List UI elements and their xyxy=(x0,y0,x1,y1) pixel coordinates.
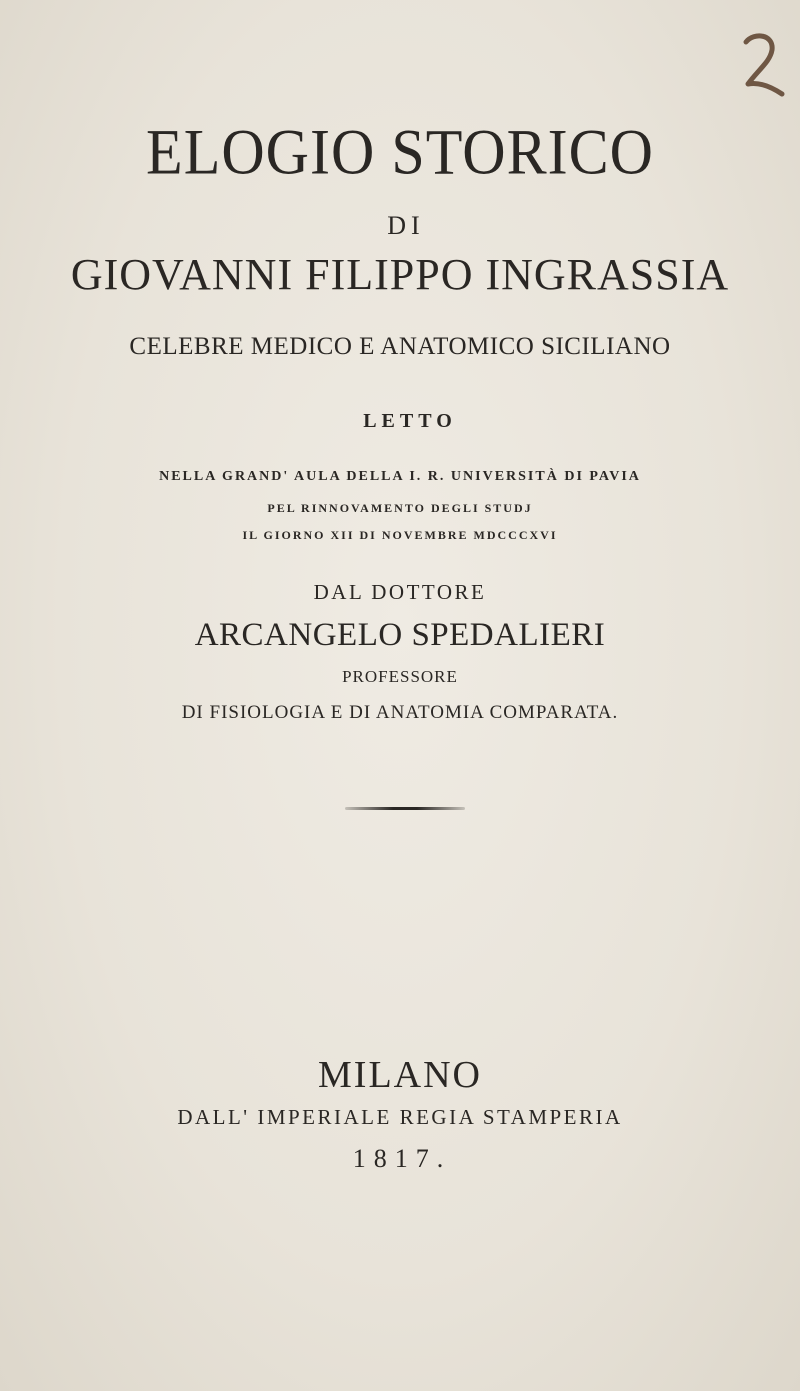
decorative-rule xyxy=(345,807,465,810)
handwritten-mark-label: 2 xyxy=(758,68,759,69)
author-role: PROFESSORE xyxy=(342,667,458,686)
date-line: IL GIORNO XII DI NOVEMBRE MDCCCXVI xyxy=(242,528,558,542)
handwritten-mark xyxy=(728,28,788,98)
author-field: DI FISIOLOGIA E DI ANATOMIA COMPARATA. xyxy=(181,702,619,723)
author-name: ARCANGELO SPEDALIERI xyxy=(194,617,606,653)
subject-description: CELEBRE MEDICO E ANATOMICO SICILIANO xyxy=(129,333,671,360)
title-preposition: DI xyxy=(387,211,425,240)
occasion-line: PEL RINNOVAMENTO DEGLI STUDJ xyxy=(267,501,533,515)
imprint-city: MILANO xyxy=(318,1054,482,1096)
book-title: ELOGIO STORICO xyxy=(146,116,654,188)
imprint-press: DALL' IMPERIALE REGIA STAMPERIA xyxy=(177,1105,623,1129)
read-label: LETTO xyxy=(363,410,457,432)
subject-name: GIOVANNI FILIPPO INGRASSIA xyxy=(70,250,730,299)
author-prefix: DAL DOTTORE xyxy=(313,580,487,604)
venue-line: NELLA GRAND' AULA DELLA I. R. UNIVERSITÀ DI PAVIA xyxy=(159,469,641,484)
imprint-year: 1817. xyxy=(352,1144,452,1173)
